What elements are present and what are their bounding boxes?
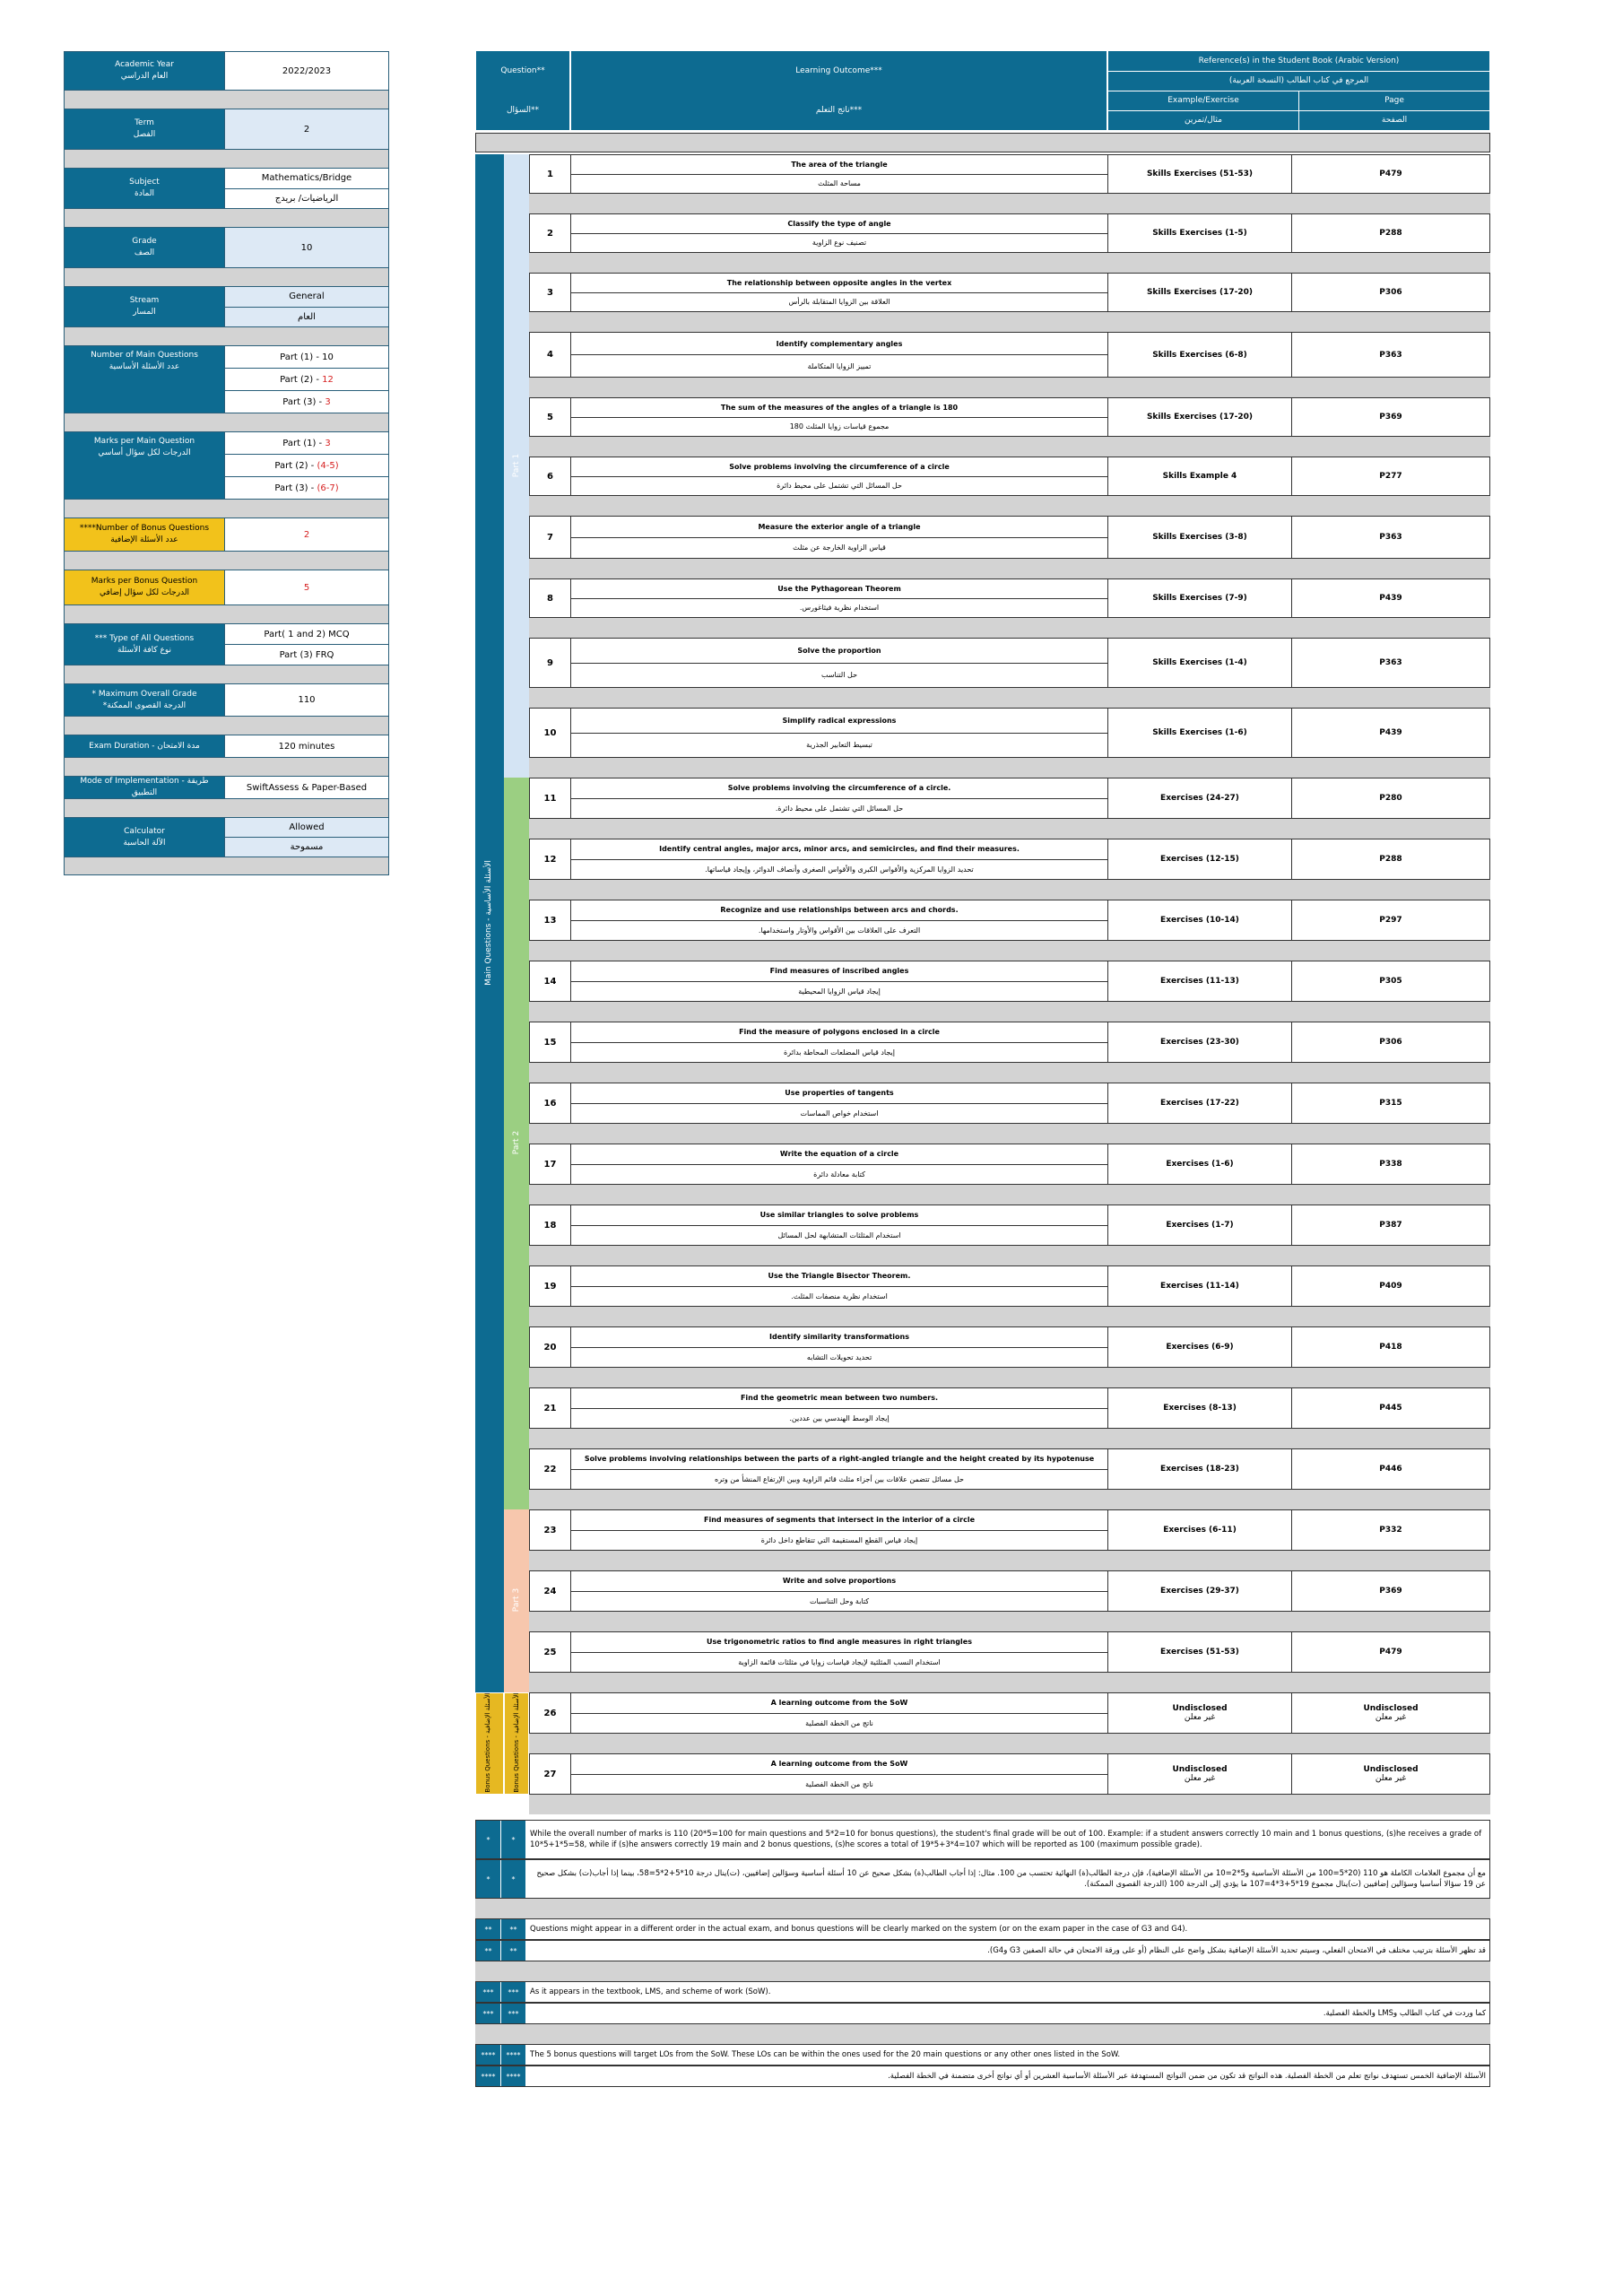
outcome-en: Use trigonometric ratios to find angle measures in right triangles bbox=[571, 1632, 1107, 1653]
outcome-ar: قياس الزاوية الخارجة عن مثلث bbox=[793, 544, 886, 552]
outcome-ar: التعرف على العلاقات بين الأقواس والأوتار واستخدامها. bbox=[758, 926, 921, 935]
footnote-row bbox=[475, 1859, 1490, 1899]
outcome-ar: تبسيط التعابير الجذرية bbox=[806, 741, 872, 750]
outcome-ar: إيجاد قياس الزوايا المحيطية bbox=[798, 987, 881, 996]
exercise-ref: Skills Example 4 bbox=[1108, 457, 1292, 495]
learning-outcome bbox=[571, 1388, 1108, 1428]
page-ref: P305 bbox=[1379, 977, 1402, 986]
outcome-en: Write and solve proportions bbox=[571, 1571, 1107, 1592]
outcome-ar: تحديد الزوايا المركزية والأقواس الكبرى والأقواس الصغرى وأنصاف الدوائر، وإيجاد قياساتها. bbox=[705, 865, 974, 874]
learning-outcome bbox=[571, 1571, 1108, 1611]
outcome-ar: استخدام نظرية فيثاغورس. bbox=[799, 604, 880, 613]
footnote-text: As it appears in the textbook, LMS, and scheme of work (SoW). bbox=[530, 1987, 771, 1996]
exercise-ref: Skills Exercises (7-9) bbox=[1108, 579, 1292, 617]
learning-outcome bbox=[571, 1510, 1108, 1550]
question-number: 8 bbox=[530, 579, 571, 617]
outcome-en: The relationship between opposite angles in the vertex bbox=[571, 274, 1107, 293]
footnote-marker: * bbox=[501, 1860, 526, 1898]
learning-outcome bbox=[571, 155, 1108, 193]
page-ref: P332 bbox=[1379, 1526, 1402, 1535]
outcome-en: Simplify radical expressions bbox=[571, 709, 1107, 734]
outcome-en: Use the Pythagorean Theorem bbox=[571, 579, 1107, 599]
exercise-ref: Undisclosed غير معلن bbox=[1108, 1754, 1292, 1794]
outcome-en: Solve the proportion bbox=[571, 639, 1107, 664]
exercise-ref: Exercises (1-7) bbox=[1108, 1205, 1292, 1245]
info-term: Term الفصل 2 bbox=[64, 109, 389, 149]
footnote-marker: *** bbox=[501, 1982, 526, 2002]
learning-outcome bbox=[571, 900, 1108, 940]
outcome-ar: كتابة معادلة دائرة bbox=[813, 1170, 865, 1178]
page-ref: P297 bbox=[1379, 916, 1402, 925]
table-row bbox=[529, 1205, 1490, 1246]
footnote-marker: *** bbox=[501, 2004, 526, 2023]
page-ref: Undisclosed غير معلن bbox=[1363, 1765, 1419, 1783]
info-main-questions: Number of Main Questions عدد الأسئلة الأساسية Part (1) - 10 Part (2) - 12 Part (3) - 3 bbox=[64, 345, 389, 413]
question-number: 19 bbox=[530, 1266, 571, 1306]
question-number: 23 bbox=[530, 1510, 571, 1550]
table-row bbox=[529, 1083, 1490, 1124]
table-row bbox=[529, 900, 1490, 941]
page-ref: P446 bbox=[1379, 1465, 1402, 1474]
table-row bbox=[529, 397, 1490, 437]
info-question-types: *** Type of All Questions نوع كافة الأسئلة Part( 1 and 2) MCQ Part (3) FRQ bbox=[64, 623, 389, 665]
exercise-ref: Exercises (51-53) bbox=[1108, 1632, 1292, 1672]
question-number: 15 bbox=[530, 1022, 571, 1062]
outcome-ar: استخدام المثلثات المتشابهة لحل المسائل bbox=[777, 1231, 901, 1239]
page-ref: P306 bbox=[1379, 1038, 1402, 1047]
table-row bbox=[529, 839, 1490, 880]
outcome-ar: إيجاد الوسط الهندسي بين عددين. bbox=[789, 1413, 890, 1422]
question-number: 20 bbox=[530, 1327, 571, 1367]
table-row bbox=[529, 1753, 1490, 1795]
outcome-en: A learning outcome from the SoW bbox=[571, 1693, 1107, 1714]
learning-outcome bbox=[571, 579, 1108, 617]
learning-outcome bbox=[571, 709, 1108, 757]
question-number: 14 bbox=[530, 961, 571, 1001]
learning-outcome bbox=[571, 1632, 1108, 1672]
outcome-en: The sum of the measures of the angles of a triangle is 180 bbox=[571, 398, 1107, 418]
footnote-row bbox=[475, 1981, 1490, 2003]
footnote-marker: **** bbox=[476, 2045, 501, 2065]
outcome-ar: حل التناسب bbox=[820, 671, 858, 680]
question-number: 1 bbox=[530, 155, 571, 193]
page-ref: P277 bbox=[1379, 472, 1402, 481]
table-row bbox=[529, 1570, 1490, 1612]
question-number: 5 bbox=[530, 398, 571, 436]
outcome-en: Classify the type of angle bbox=[571, 214, 1107, 234]
outcome-en: Identify central angles, major arcs, minor arcs, and semicircles, and find their measures. bbox=[571, 839, 1107, 860]
learning-outcome bbox=[571, 639, 1108, 687]
page-ref: P369 bbox=[1379, 1587, 1402, 1596]
learning-outcome bbox=[571, 517, 1108, 558]
exercise-ref: Exercises (18-23) bbox=[1108, 1449, 1292, 1489]
outcome-ar: ناتج من الخطة الفصلية bbox=[805, 1779, 873, 1788]
page-ref: P338 bbox=[1379, 1160, 1402, 1169]
page-ref: P445 bbox=[1379, 1404, 1402, 1413]
learning-outcome bbox=[571, 457, 1108, 495]
outcome-en: Solve problems involving the circumference of a circle. bbox=[571, 778, 1107, 799]
table-row bbox=[529, 961, 1490, 1002]
outcome-ar: العلاقة بين الزوايا المتقابلة بالرأس bbox=[788, 298, 890, 307]
outcome-en: Recognize and use relationships between arcs and chords. bbox=[571, 900, 1107, 921]
question-number: 25 bbox=[530, 1632, 571, 1672]
outcome-ar: حل المسائل التي تشتمل على محيط دائرة. bbox=[775, 804, 904, 813]
footnote-text: The 5 bonus questions will target LOs from the SoW. These LOs can be within the ones used for the 20 main questions or any other ones listed in the SoW. bbox=[530, 2050, 1121, 2059]
table-row bbox=[529, 1509, 1490, 1551]
outcome-en: Solve problems involving the circumference of a circle bbox=[571, 457, 1107, 477]
page-ref: P409 bbox=[1379, 1282, 1402, 1291]
exercise-ref: Skills Exercises (1-6) bbox=[1108, 709, 1292, 757]
table-row bbox=[529, 578, 1490, 618]
question-number: 11 bbox=[530, 778, 571, 818]
question-number: 16 bbox=[530, 1083, 571, 1123]
page-ref: P288 bbox=[1379, 855, 1402, 864]
exercise-ref: Exercises (23-30) bbox=[1108, 1022, 1292, 1062]
info-max-grade: * Maximum Overall Grade *الدرجة القصوى الممكنة 110 bbox=[64, 683, 389, 716]
question-number: 3 bbox=[530, 274, 571, 311]
question-number: 13 bbox=[530, 900, 571, 940]
question-number: 6 bbox=[530, 457, 571, 495]
main-questions-label: Main Questions - الأسئلة الأساسية bbox=[484, 859, 493, 986]
outcome-ar: حل مسائل تتضمن علاقات بين أجزاء مثلث قائم الزاوية وبين الإرتفاع المنشأ من وتره bbox=[715, 1474, 964, 1483]
info-mode: Mode of Implementation - طريقة التطبيق SwiftAssess & Paper-Based bbox=[64, 776, 389, 798]
page-ref: P418 bbox=[1379, 1343, 1402, 1352]
outcome-ar: كتابة وحل التناسبات bbox=[809, 1596, 870, 1605]
info-bonus-marks: Marks per Bonus Question الدرجات لكل سؤال إضافي 5 bbox=[64, 570, 389, 604]
footnote-marker: ** bbox=[476, 1941, 501, 1961]
question-number: 2 bbox=[530, 214, 571, 252]
outcome-en: A learning outcome from the SoW bbox=[571, 1754, 1107, 1775]
outcome-ar: إيجاد قياس المضلعات المحاطة بدائرة bbox=[784, 1048, 895, 1057]
table-row bbox=[529, 778, 1490, 819]
outcome-en: Solve problems involving relationships between the parts of a right-angled triangle and the height created by its hypotenuse bbox=[571, 1449, 1107, 1470]
table-row bbox=[529, 1144, 1490, 1185]
footnote-marker: ** bbox=[476, 1919, 501, 1939]
info-subject: Subject المادة Mathematics/Bridge الرياضيات/ بريدج bbox=[64, 168, 389, 208]
table-row bbox=[529, 708, 1490, 758]
question-number: 9 bbox=[530, 639, 571, 687]
exercise-ref: Exercises (11-14) bbox=[1108, 1266, 1292, 1306]
table-row bbox=[529, 1692, 1490, 1734]
page-ref: P369 bbox=[1379, 413, 1402, 422]
table-row bbox=[529, 273, 1490, 312]
exercise-ref: Skills Exercises (3-8) bbox=[1108, 517, 1292, 558]
page-ref: P387 bbox=[1379, 1221, 1402, 1230]
page-ref: P306 bbox=[1379, 288, 1402, 297]
exercise-ref: Skills Exercises (6-8) bbox=[1108, 333, 1292, 377]
page-ref: P363 bbox=[1379, 533, 1402, 542]
outcome-en: Use similar triangles to solve problems bbox=[571, 1205, 1107, 1226]
learning-outcome bbox=[571, 1205, 1108, 1245]
exercise-ref: Exercises (29-37) bbox=[1108, 1571, 1292, 1611]
footnote-marker: **** bbox=[476, 2066, 501, 2086]
question-number: 17 bbox=[530, 1144, 571, 1184]
bonus-questions-label: Bonus Questions - الأسئلة الإضافية bbox=[513, 1692, 520, 1793]
table-row bbox=[529, 1387, 1490, 1429]
outcome-ar: مساحة المثلث bbox=[818, 179, 861, 188]
learning-outcome bbox=[571, 1449, 1108, 1489]
footnote-row bbox=[475, 1940, 1490, 1961]
exercise-ref: Exercises (8-13) bbox=[1108, 1388, 1292, 1428]
table-row bbox=[529, 457, 1490, 496]
footnote-text: الأسئلة الإضافية الخمس تستهدف نواتج تعلم من الخطة الفصلية. هذه النواتج قد تكون من ضمن النواتج المستهدفة عبر الأسئلة الأساسية العشرين أو أي نواتج أخرى متضمنة في الخطة الفصلية. bbox=[888, 2072, 1486, 2081]
outcome-en: The area of the triangle bbox=[571, 155, 1107, 175]
table-row bbox=[529, 516, 1490, 559]
outcome-ar: تحديد تحويلات التشابه bbox=[806, 1352, 872, 1361]
info-calculator: Calculator الآلة الحاسبة Allowed مسموحة bbox=[64, 817, 389, 857]
table-row bbox=[529, 213, 1490, 253]
page-ref: P363 bbox=[1379, 350, 1402, 360]
learning-outcome bbox=[571, 274, 1108, 311]
question-number: 27 bbox=[530, 1754, 571, 1794]
exercise-ref: Skills Exercises (51-53) bbox=[1108, 155, 1292, 193]
outcome-en: Use properties of tangents bbox=[571, 1083, 1107, 1104]
outcome-en: Find the geometric mean between two numbers. bbox=[571, 1388, 1107, 1409]
page-ref: P439 bbox=[1379, 594, 1402, 603]
exercise-ref: Exercises (10-14) bbox=[1108, 900, 1292, 940]
outcome-en: Find the measure of polygons enclosed in a circle bbox=[571, 1022, 1107, 1043]
table-row bbox=[529, 154, 1490, 194]
footnote-row bbox=[475, 1820, 1490, 1859]
info-duration: Exam Duration - مدة الامتحان 120 minutes bbox=[64, 735, 389, 757]
outcome-ar: تصنيف نوع الزاوية bbox=[812, 239, 867, 248]
footnote-text: كما وردت في كتاب الطالب وLMS والخطة الفصلية. bbox=[1323, 2009, 1486, 2018]
learning-outcome bbox=[571, 214, 1108, 252]
question-number: 18 bbox=[530, 1205, 571, 1245]
learning-outcome bbox=[571, 398, 1108, 436]
learning-outcome bbox=[571, 1083, 1108, 1123]
footnote-row bbox=[475, 1918, 1490, 1940]
footnote-marker: * bbox=[476, 1821, 501, 1858]
outcome-en: Find measures of segments that intersect in the interior of a circle bbox=[571, 1510, 1107, 1531]
learning-outcome bbox=[571, 839, 1108, 879]
table-row bbox=[529, 332, 1490, 378]
table-row bbox=[529, 1631, 1490, 1673]
outcome-en: Identify similarity transformations bbox=[571, 1327, 1107, 1348]
footnote-marker: * bbox=[476, 1860, 501, 1898]
question-number: 7 bbox=[530, 517, 571, 558]
footnote-row bbox=[475, 2003, 1490, 2024]
outcome-ar: استخدام نظرية منصفات المثلث. bbox=[791, 1292, 888, 1300]
exercise-ref: Skills Exercises (1-5) bbox=[1108, 214, 1292, 252]
footnote-text: Questions might appear in a different order in the actual exam, and bonus questions will be clearly marked on the system (or on the exam paper in the case of G3 and G4). bbox=[530, 1925, 1188, 1934]
learning-outcome bbox=[571, 961, 1108, 1001]
learning-outcome bbox=[571, 1754, 1108, 1794]
exercise-ref: Skills Exercises (1-4) bbox=[1108, 639, 1292, 687]
exercise-ref: Exercises (24-27) bbox=[1108, 778, 1292, 818]
outcome-en: Find measures of inscribed angles bbox=[571, 961, 1107, 982]
footnote-text: قد تظهر الأسئلة بترتيب مختلف في الامتحان الفعلي، وسيتم تحديد الأسئلة الإضافية بشكل واضح على النظام (أو على ورقة الامتحان في حالة الصفين G3 وG4). bbox=[987, 1946, 1486, 1955]
footnote-marker: *** bbox=[476, 2004, 501, 2023]
page-ref: P439 bbox=[1379, 728, 1402, 737]
bonus-questions-label: Bonus Questions - الأسئلة الإضافية bbox=[484, 1692, 491, 1793]
table-row bbox=[529, 1022, 1490, 1063]
part-3-band-label: Part 3 bbox=[512, 1587, 521, 1613]
learning-outcome bbox=[571, 1266, 1108, 1306]
table-row bbox=[529, 1448, 1490, 1490]
footnote-marker: * bbox=[501, 1821, 526, 1858]
outcome-ar: تمييز الزوايا المتكاملة bbox=[807, 361, 872, 370]
info-bonus-number: ****Number of Bonus Questions عدد الأسئلة الإضافية 2 bbox=[64, 517, 389, 551]
page-ref: P280 bbox=[1379, 794, 1402, 803]
outcome-ar: إيجاد قياس القطع المستقيمة التي تتقاطع داخل دائرة bbox=[760, 1535, 918, 1544]
outcome-en: Write the equation of a circle bbox=[571, 1144, 1107, 1165]
exercise-ref: Skills Exercises (17-20) bbox=[1108, 274, 1292, 311]
part-2-band-label: Part 2 bbox=[512, 1130, 521, 1155]
table-row bbox=[529, 1326, 1490, 1368]
question-table bbox=[475, 50, 1490, 2081]
footnote-text: مع أن مجموع العلامات الكاملة هو 110 (20*5=100 من الأسئلة الأساسية و5*2=10 من الأسئلة الإضافية)، فإن درجة الطالب(ة) النهائية تحتسب من 100. مثال: إذا أجاب الطالب(ة) بشكل صحيح عن 10 أسئلة أساسية وسؤالين إضافيين، (ت)ينال درجة 10*5+2*5=58، بينما إذا أجاب(ت) بشكل صحيح عن 19 سؤالا أساسيا وسؤالين إضافيين (ت)ينال مجموع 19*5+3*4=107 ما يؤدي إلى الدرجة 100 (الدرجة القصوى الممكنة). bbox=[536, 1869, 1486, 1889]
exercise-ref: Skills Exercises (17-20) bbox=[1108, 398, 1292, 436]
footnote-row bbox=[475, 2044, 1490, 2066]
outcome-en: Identify complementary angles bbox=[571, 333, 1107, 355]
table-header: Question** السؤال** Learning Outcome*** ناتج التعلم*** Reference(s) in the Student Book (Arabic Version) المرجع في كتاب الطالب (النسخة العربية) Example/Exercise Page مثال/تمرين الصفحة bbox=[475, 50, 1490, 131]
exercise-ref: Exercises (11-13) bbox=[1108, 961, 1292, 1001]
exercise-ref: Exercises (17-22) bbox=[1108, 1083, 1292, 1123]
outcome-ar: استخدام النسب المثلثية لإيجاد قياسات زوايا في مثلثات قائمة الزاوية bbox=[738, 1657, 941, 1666]
question-number: 22 bbox=[530, 1449, 571, 1489]
learning-outcome bbox=[571, 1693, 1108, 1733]
footnote-marker: ** bbox=[501, 1919, 526, 1939]
question-number: 21 bbox=[530, 1388, 571, 1428]
outcome-en: Measure the exterior angle of a triangle bbox=[571, 517, 1107, 538]
outcome-en: Use the Triangle Bisector Theorem. bbox=[571, 1266, 1107, 1287]
learning-outcome bbox=[571, 1022, 1108, 1062]
table-row bbox=[529, 638, 1490, 688]
info-grade: Grade الصف 10 bbox=[64, 227, 389, 267]
page-ref: P363 bbox=[1379, 658, 1402, 667]
footnote-marker: **** bbox=[501, 2045, 526, 2065]
footnote-marker: *** bbox=[476, 1982, 501, 2002]
outcome-ar: استخدام خواص المماسات bbox=[800, 1109, 879, 1118]
exam-info-panel bbox=[64, 51, 389, 875]
exercise-ref: Exercises (1-6) bbox=[1108, 1144, 1292, 1184]
exercise-ref: Exercises (12-15) bbox=[1108, 839, 1292, 879]
exercise-ref: Exercises (6-11) bbox=[1108, 1510, 1292, 1550]
info-stream: Stream المسار General العام bbox=[64, 286, 389, 326]
learning-outcome bbox=[571, 333, 1108, 377]
page-ref: P315 bbox=[1379, 1099, 1402, 1108]
question-number: 4 bbox=[530, 333, 571, 377]
learning-outcome bbox=[571, 778, 1108, 818]
question-number: 26 bbox=[530, 1693, 571, 1733]
learning-outcome bbox=[571, 1144, 1108, 1184]
info-academic-year: Academic Year العام الدراسي 2022/2023 bbox=[64, 51, 389, 90]
table-row bbox=[529, 1265, 1490, 1307]
exercise-ref: Exercises (6-9) bbox=[1108, 1327, 1292, 1367]
exercise-ref: Undisclosed غير معلن bbox=[1108, 1693, 1292, 1733]
footnote-marker: ** bbox=[501, 1941, 526, 1961]
question-number: 10 bbox=[530, 709, 571, 757]
outcome-ar: ناتج من الخطة الفصلية bbox=[805, 1718, 873, 1727]
question-number: 12 bbox=[530, 839, 571, 879]
question-number: 24 bbox=[530, 1571, 571, 1611]
footnote-row bbox=[475, 2066, 1490, 2087]
outcome-ar: مجموع قياسات زوايا المثلث 180 bbox=[789, 422, 890, 431]
page-ref: P479 bbox=[1379, 1648, 1402, 1657]
outcome-ar: حل المسائل التي تشتمل على محيط دائرة bbox=[777, 482, 902, 491]
footnote-text: While the overall number of marks is 110 (20*5=100 for main questions and 5*2=10 for bonus questions), the student's final grade will be out of 100. Example: if a student answers correctly 10 main and 1 bonus questions, (s)he receives a grade of 10*5+1*5=58, while if (s)he answers correctly 19 main and 2 bonus questions, (s)he scores a total of 19*5+3*4=107 which will be reported as 100 (maximum possible grade). bbox=[530, 1830, 1482, 1849]
page-ref: P288 bbox=[1379, 229, 1402, 238]
info-marks-per-question: Marks per Main Question الدرجات لكل سؤال أساسي Part (1) - 3 Part (2) - (4-5) Part (3) - (6-7) bbox=[64, 431, 389, 499]
footnote-marker: **** bbox=[501, 2066, 526, 2086]
page-ref: P479 bbox=[1379, 170, 1402, 178]
learning-outcome bbox=[571, 1327, 1108, 1367]
page-ref: Undisclosed غير معلن bbox=[1363, 1704, 1419, 1722]
part-1-band-label: Part 1 bbox=[512, 453, 521, 477]
